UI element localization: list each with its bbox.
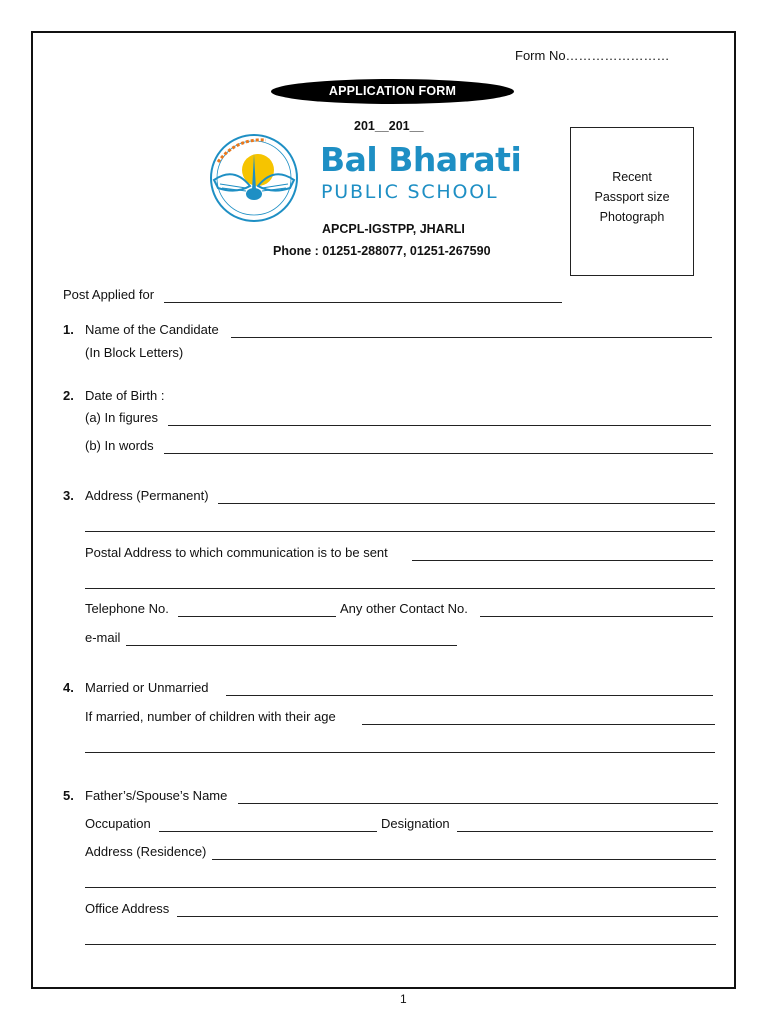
office-address-field-2[interactable]: [85, 944, 716, 945]
school-phone: Phone : 01251-288077, 01251-267590: [273, 244, 491, 258]
q4-number: 4.: [63, 680, 74, 695]
residence-address-field-2[interactable]: [85, 887, 716, 888]
q2-number: 2.: [63, 388, 74, 403]
dob-words-label: (b) In words: [85, 438, 154, 453]
school-emblem-icon: [206, 128, 302, 224]
candidate-name-field[interactable]: [231, 337, 712, 338]
candidate-name-label: Name of the Candidate: [85, 322, 219, 337]
email-label: e-mail: [85, 630, 121, 645]
office-address-label: Office Address: [85, 901, 170, 916]
photo-box-text-1: Recent: [612, 170, 652, 184]
marital-status-field[interactable]: [226, 695, 713, 696]
permanent-address-label: Address (Permanent): [85, 488, 209, 503]
email-field[interactable]: [126, 645, 457, 646]
form-title-badge: APPLICATION FORM: [271, 79, 514, 104]
photo-box-text-2: Passport size: [594, 190, 670, 204]
post-applied-label: Post Applied for: [63, 287, 155, 302]
other-contact-label: Any other Contact No.: [340, 601, 468, 616]
photo-box-text-3: Photograph: [599, 210, 665, 224]
page-number: 1: [400, 992, 407, 1006]
father-spouse-name-field[interactable]: [238, 803, 718, 804]
school-name: Bal Bharati: [320, 140, 522, 179]
postal-address-field[interactable]: [412, 560, 713, 561]
father-spouse-name-label: Father’s/Spouse’s Name: [85, 788, 228, 803]
office-address-field[interactable]: [177, 916, 718, 917]
children-field[interactable]: [362, 724, 715, 725]
postal-address-label: Postal Address to which communication is to be sent: [85, 545, 388, 560]
post-applied-field[interactable]: [164, 302, 562, 303]
occupation-label: Occupation: [85, 816, 151, 831]
marital-status-label: Married or Unmarried: [85, 680, 209, 695]
residence-address-field[interactable]: [212, 859, 716, 860]
dob-words-field[interactable]: [164, 453, 713, 454]
candidate-name-hint: (In Block Letters): [85, 345, 184, 360]
school-subtitle: PUBLIC SCHOOL: [321, 181, 499, 203]
form-number: Form No……………………: [515, 48, 670, 63]
children-label: If married, number of children with their age: [85, 709, 336, 724]
telephone-field[interactable]: [178, 616, 336, 617]
q5-number: 5.: [63, 788, 74, 803]
permanent-address-field-2[interactable]: [85, 531, 715, 532]
school-logo-emblem: [206, 128, 302, 224]
session-year: 201__201__: [354, 119, 424, 133]
q1-number: 1.: [63, 322, 74, 337]
designation-label: Designation: [381, 816, 450, 831]
other-contact-field[interactable]: [480, 616, 713, 617]
permanent-address-field[interactable]: [218, 503, 715, 504]
dob-label: Date of Birth :: [85, 388, 165, 403]
telephone-label: Telephone No.: [85, 601, 169, 616]
residence-address-label: Address (Residence): [85, 844, 207, 859]
occupation-field[interactable]: [159, 831, 377, 832]
dob-figures-label: (a) In figures: [85, 410, 158, 425]
q3-number: 3.: [63, 488, 74, 503]
designation-field[interactable]: [457, 831, 713, 832]
children-field-2[interactable]: [85, 752, 715, 753]
postal-address-field-2[interactable]: [85, 588, 715, 589]
dob-figures-field[interactable]: [168, 425, 711, 426]
photo-box[interactable]: [570, 127, 694, 276]
school-location: APCPL-IGSTPP, JHARLI: [322, 222, 465, 236]
